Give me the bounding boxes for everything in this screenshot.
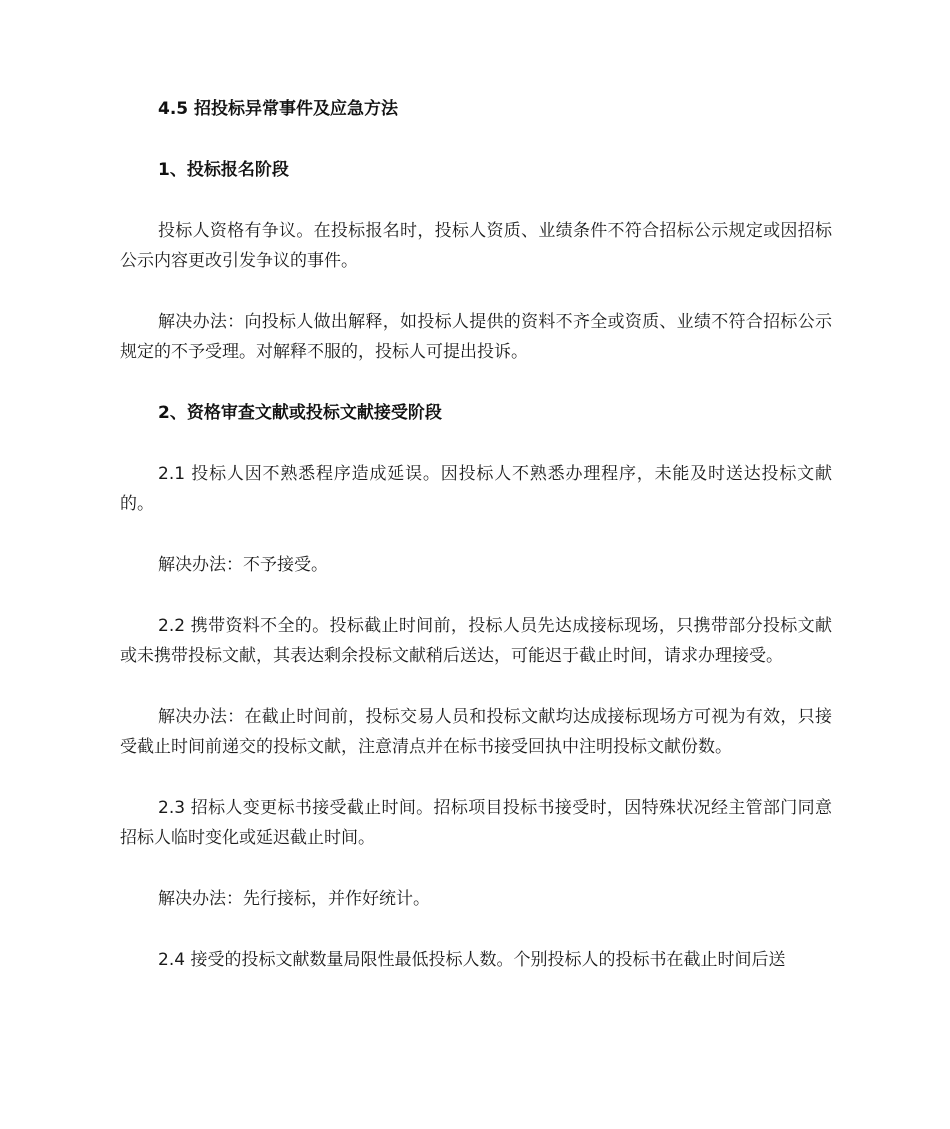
stage1-solution-paragraph: 解决办法：向投标人做出解释，如投标人提供的资料不齐全或资质、业绩不符合招标公示规定的不予受理。对解释不服的，投标人可提出投诉。 xyxy=(120,312,832,362)
stage1-title: 1、投标报名阶段 xyxy=(158,160,289,180)
item-2-2-solution-paragraph: 解决办法：在截止时间前，投标交易人员和投标文献均达成接标现场方可视为有效，只接受截止时间前递交的投标文献，注意清点并在标书接受回执中注明投标文献份数。 xyxy=(120,707,832,757)
section-title: 4.5 招投标异常事件及应急方法 xyxy=(158,99,399,119)
item-2-1-solution-paragraph: 解决办法：不予接受。 xyxy=(158,555,328,575)
stage2-title: 2、资格审查文献或投标文献接受阶段 xyxy=(158,403,442,423)
item-2-1-paragraph: 2.1 投标人因不熟悉程序造成延误。因投标人不熟悉办理程序，未能及时送达投标文献的。 xyxy=(120,464,832,514)
item-2-4-paragraph: 2.4 接受的投标文献数量局限性最低投标人数。个别投标人的投标书在截止时间后送 xyxy=(158,950,786,970)
item-2-3-paragraph: 2.3 招标人变更标书接受截止时间。招标项目投标书接受时，因特殊状况经主管部门同意招标人临时变化或延迟截止时间。 xyxy=(120,798,832,848)
stage1-issue-paragraph: 投标人资格有争议。在投标报名时，投标人资质、业绩条件不符合招标公示规定或因招标公示内容更改引发争议的事件。 xyxy=(120,221,832,271)
document-body xyxy=(120,94,832,975)
item-2-2-paragraph: 2.2 携带资料不全的。投标截止时间前，投标人员先达成接标现场，只携带部分投标文献或未携带投标文献，其表达剩余投标文献稍后送达，可能迟于截止时间，请求办理接受。 xyxy=(120,616,832,666)
item-2-3-solution-paragraph: 解决办法：先行接标，并作好统计。 xyxy=(158,889,430,909)
